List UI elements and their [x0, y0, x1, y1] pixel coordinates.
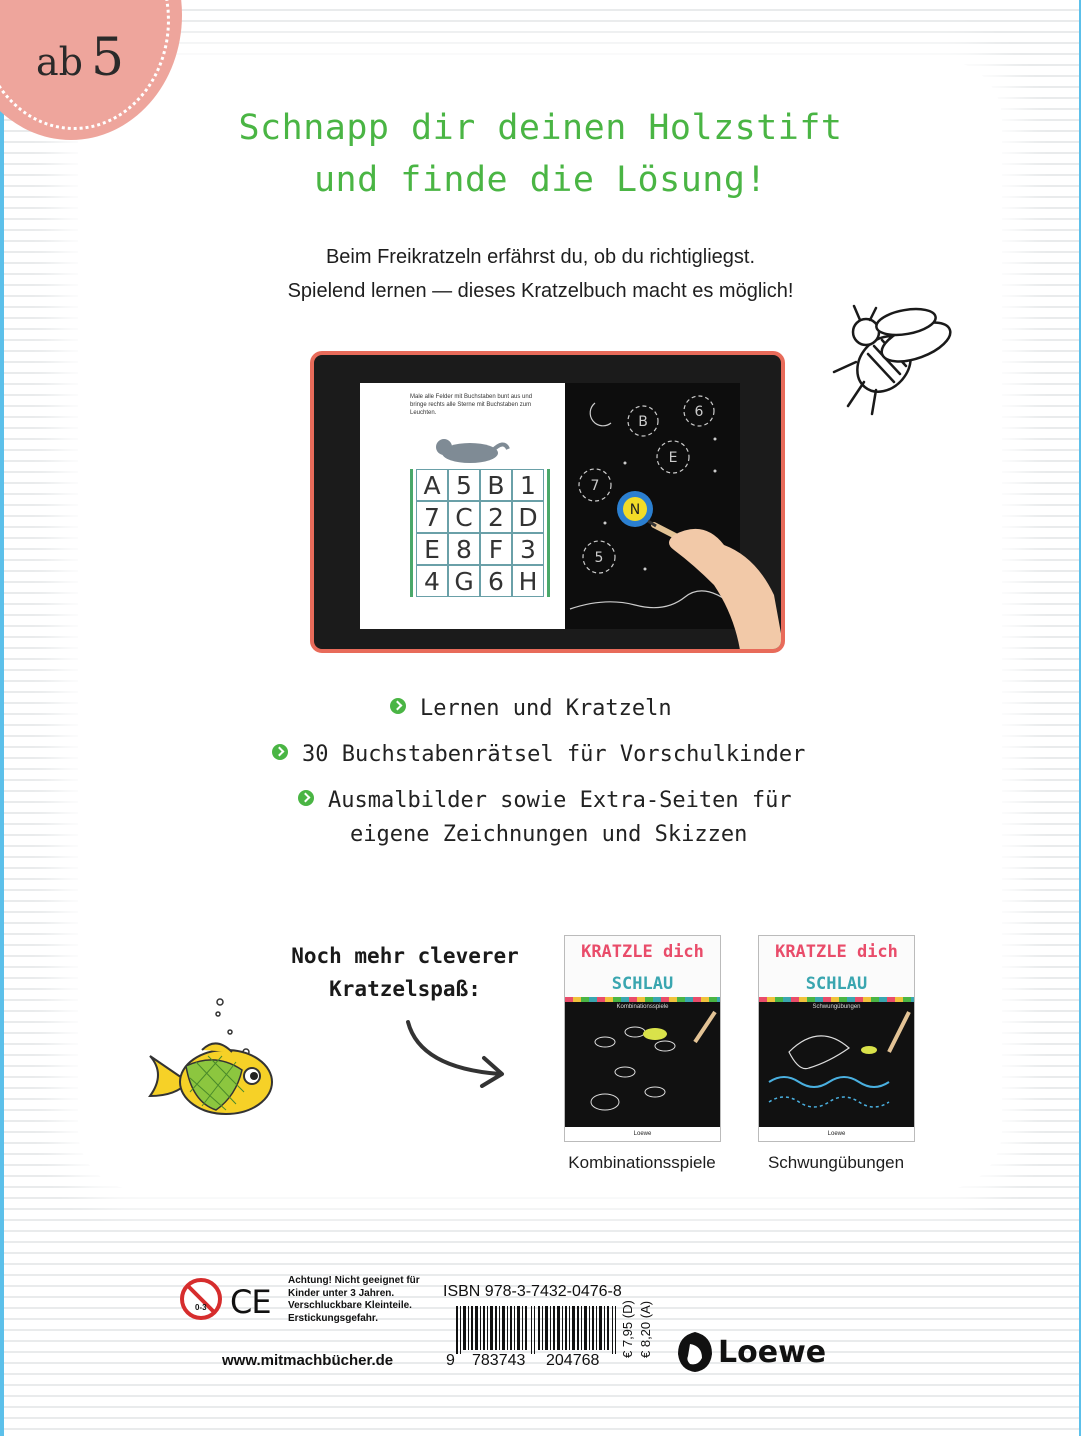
- hand-with-pencil: [644, 505, 784, 650]
- ce-mark: CE: [230, 1283, 271, 1321]
- book-cover-kombinationsspiele[interactable]: [564, 935, 721, 1142]
- grid-cell: 3: [512, 533, 544, 565]
- more-fun-line-1: Noch mehr cleverer: [291, 944, 519, 968]
- left-edge: [0, 0, 4, 1436]
- feature-item: [298, 788, 792, 813]
- book-caption-kombinationsspiele: Kombinationsspiele: [568, 1153, 716, 1172]
- grid-cell: 5: [448, 469, 480, 501]
- grid-cell: 4: [416, 565, 448, 597]
- barcode-digit-group: 204768: [546, 1352, 600, 1369]
- headline-line-2: und finde die Lösung!: [313, 160, 767, 200]
- grid-cell: 8: [448, 533, 480, 565]
- book-caption-schwunguebungen: Schwungübungen: [767, 1153, 905, 1172]
- grid-cell: 2: [480, 501, 512, 533]
- book-title-2: SCHLAU: [611, 974, 674, 994]
- feature-text-continued: eigene Zeichnungen und Skizzen: [350, 822, 748, 847]
- feature-text: Lernen und Kratzeln: [420, 696, 672, 721]
- grid-cell: 1: [512, 469, 544, 501]
- prices: [614, 1300, 674, 1360]
- isbn-number: ISBN 978-3-7432-0476-8: [443, 1283, 622, 1300]
- price-austria: € 8,20 (A): [638, 1300, 653, 1358]
- preview-left-page: [360, 383, 565, 629]
- publisher-name: Loewe: [718, 1334, 827, 1370]
- age-prefix: ab: [36, 40, 83, 84]
- grid-cell: B: [480, 469, 512, 501]
- grid-cell: 7: [416, 501, 448, 533]
- star-letter: E: [668, 450, 678, 466]
- book-publisher: Loewe: [565, 1127, 720, 1141]
- book-title-2: SCHLAU: [805, 974, 868, 994]
- star-letter: 6: [694, 404, 704, 420]
- website-link[interactable]: www.mitmachbücher.de: [222, 1352, 394, 1369]
- book-publisher: Loewe: [759, 1127, 914, 1141]
- feature-item: [390, 696, 672, 721]
- book-title: KRATZLE dich: [581, 942, 704, 962]
- book-illustration: [759, 1002, 914, 1127]
- check-icon: [390, 698, 406, 714]
- star-letter: 5: [594, 550, 604, 566]
- book-subtitle: Kombinationsspiele: [616, 1004, 669, 1010]
- fish-illustration: [146, 996, 276, 1126]
- book-title: KRATZLE dich: [775, 942, 898, 962]
- check-icon: [272, 744, 288, 760]
- feature-item: [272, 742, 805, 767]
- letter-grid: [410, 469, 550, 597]
- scratch-area: [565, 1002, 720, 1127]
- intro-line-1: Beim Freikratzeln erfährst du, ob du richtigliegst.: [325, 246, 756, 268]
- barcode: [456, 1306, 616, 1354]
- star-letter: 7: [590, 478, 600, 494]
- scratch-area: [759, 1002, 914, 1127]
- check-icon: [298, 790, 314, 806]
- cat-illustration: [430, 435, 510, 467]
- curved-arrow-icon: [400, 1016, 512, 1088]
- book-subtitle: Schwungübungen: [812, 1004, 861, 1010]
- bee-illustration: [826, 302, 956, 418]
- barcode-digit-group: 9: [446, 1352, 455, 1369]
- grid-cell: F: [480, 533, 512, 565]
- more-fun-text: [290, 940, 520, 1006]
- grid-cell: G: [448, 565, 480, 597]
- preview-instruction: Male alle Felder mit Buchstaben bunt aus und bringe rechts alle Sterne mit Buchstaben zum Leuchten.: [410, 394, 533, 416]
- grid-cell: 6: [480, 565, 512, 597]
- more-fun-line-2: Kratzelspaß:: [329, 977, 481, 1001]
- grid-cell: E: [416, 533, 448, 565]
- headline-line-1: Schnapp dir deinen Holzstift: [238, 108, 843, 148]
- price-germany: € 7,95 (D): [620, 1300, 635, 1358]
- barcode-digit-group: 783743: [472, 1352, 526, 1369]
- age-number: 5: [90, 28, 125, 88]
- safety-warning: Achtung! Nicht geeignet für Kinder unter 3 Jahren. Verschluckbare Kleinteile. Erstickungsgefahr.: [288, 1275, 420, 1324]
- publisher-logo: [676, 1330, 826, 1374]
- book-cover-schwunguebungen[interactable]: [758, 935, 915, 1142]
- age-label: [36, 28, 124, 88]
- grid-cell: D: [512, 501, 544, 533]
- grid-cell: C: [448, 501, 480, 533]
- book-preview-image: [310, 351, 785, 653]
- book-illustration: [565, 1002, 720, 1127]
- feature-text: 30 Buchstabenrätsel für Vorschulkinder: [302, 742, 806, 767]
- feature-text: Ausmalbilder sowie Extra-Seiten für: [328, 788, 792, 813]
- grid-cell: H: [512, 565, 544, 597]
- grid-cell: A: [416, 469, 448, 501]
- age-warning-label: 0-3: [195, 1303, 207, 1312]
- lion-icon: [676, 1330, 714, 1374]
- intro-line-2: Spielend lernen — dieses Kratzelbuch macht es möglich!: [287, 280, 794, 302]
- star-letter: B: [638, 414, 648, 430]
- age-warning-icon: [179, 1277, 223, 1321]
- star-letter: N: [629, 502, 641, 518]
